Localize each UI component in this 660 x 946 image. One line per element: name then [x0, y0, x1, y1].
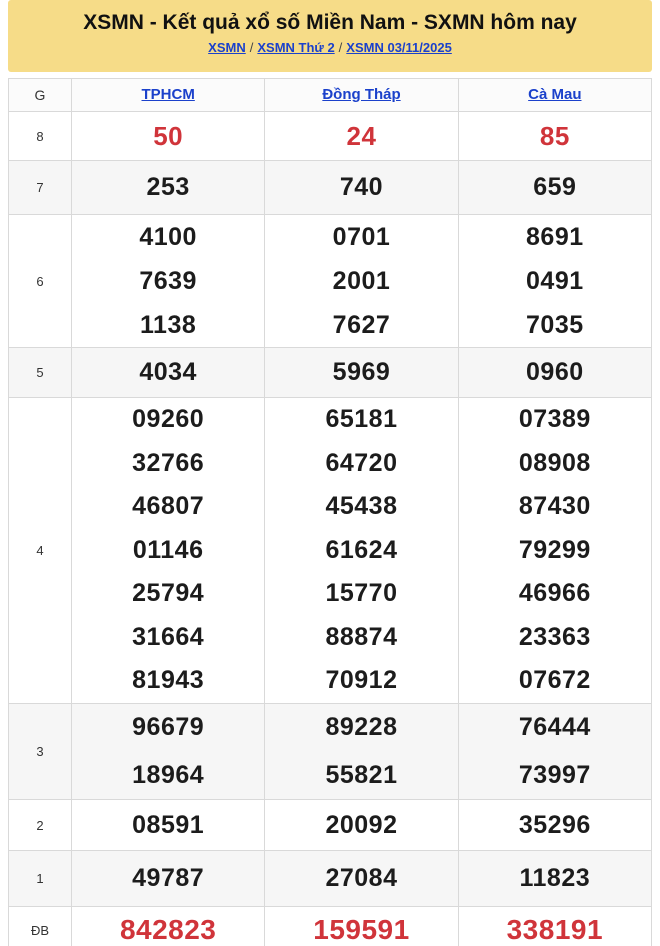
result-number: 70912 [325, 666, 398, 695]
result-number: 79299 [518, 535, 591, 564]
column-header-prize: G [9, 79, 72, 112]
result-cell [265, 112, 458, 161]
result-number: 07389 [518, 405, 591, 433]
result-cell [458, 907, 651, 946]
result-number: 24 [346, 121, 377, 151]
column-header [265, 79, 458, 112]
result-number: 65181 [325, 405, 398, 433]
breadcrumb [8, 40, 652, 55]
result-cell [265, 215, 458, 348]
result-cell [265, 800, 458, 851]
prize-label: 5 [9, 348, 72, 398]
result-number: 08591 [132, 811, 205, 840]
result-cell [458, 215, 651, 348]
result-number: 338191 [506, 914, 604, 946]
result-number: 08908 [518, 448, 591, 477]
result-number: 7639 [139, 267, 197, 295]
result-number: 61624 [325, 535, 398, 564]
result-cell [72, 348, 265, 398]
prize-label: ĐB [9, 907, 72, 946]
province-link[interactable]: TPHCM [141, 86, 195, 103]
result-number: 0491 [526, 267, 584, 295]
result-number: 25794 [132, 579, 205, 608]
result-number: 18964 [132, 760, 205, 789]
prize-row-6 [9, 215, 652, 348]
result-number: 46966 [518, 579, 591, 608]
result-number: 7035 [526, 311, 584, 339]
result-number: 0960 [526, 358, 584, 386]
prize-row-3 [9, 704, 652, 800]
result-cell [458, 398, 651, 704]
prize-label: 8 [9, 112, 72, 161]
result-number: 5969 [332, 358, 391, 386]
breadcrumb-link[interactable]: XSMN 03/11/2025 [346, 40, 452, 55]
prize-row-7 [9, 161, 652, 215]
result-cell [458, 161, 651, 215]
result-cell [72, 800, 265, 851]
column-header [458, 79, 651, 112]
result-cell [458, 348, 651, 398]
result-number: 20092 [325, 811, 398, 840]
result-number: 64720 [325, 448, 398, 477]
prize-row-1 [9, 851, 652, 907]
column-header [72, 79, 265, 112]
result-number: 842823 [119, 914, 217, 946]
result-number: 07672 [518, 666, 591, 695]
prize-label: 1 [9, 851, 72, 907]
result-number: 2001 [332, 267, 391, 295]
result-number: 7627 [332, 311, 391, 339]
result-number: 4100 [139, 223, 197, 251]
header-row [9, 79, 652, 112]
result-number: 76444 [518, 713, 591, 742]
result-number: 85 [539, 121, 570, 151]
result-number: 31664 [132, 622, 205, 651]
province-link[interactable]: Cà Mau [528, 86, 582, 103]
result-cell [72, 112, 265, 161]
page-title: XSMN - Kết quả xổ số Miền Nam - SXMN hôm nay [83, 11, 577, 34]
breadcrumb-separator: / [338, 40, 343, 55]
result-number: 50 [153, 121, 184, 151]
result-number: 49787 [132, 864, 205, 893]
result-number: 96679 [132, 713, 205, 742]
result-cell [265, 851, 458, 907]
result-number: 253 [146, 173, 190, 201]
result-number: 159591 [313, 914, 410, 946]
result-cell [458, 800, 651, 851]
prize-label: 3 [9, 704, 72, 800]
result-cell [265, 907, 458, 946]
result-cell [265, 161, 458, 215]
title-panel [8, 0, 652, 72]
result-cell [72, 907, 265, 946]
result-number: 09260 [132, 405, 205, 433]
result-cell [265, 348, 458, 398]
prize-label: 7 [9, 161, 72, 215]
result-cell [265, 704, 458, 800]
province-link[interactable]: Đồng Tháp [322, 86, 401, 103]
prize-row-4 [9, 398, 652, 704]
prize-row-ĐB [9, 907, 652, 946]
breadcrumb-link[interactable]: XSMN Thứ 2 [257, 40, 335, 55]
result-number: 01146 [132, 535, 204, 564]
result-number: 81943 [132, 666, 205, 695]
results-table [8, 78, 652, 946]
result-number: 1138 [140, 311, 197, 339]
prize-label: 2 [9, 800, 72, 851]
result-cell [72, 161, 265, 215]
result-number: 23363 [518, 622, 591, 651]
result-number: 0701 [332, 223, 391, 251]
breadcrumb-separator: / [249, 40, 254, 55]
result-number: 73997 [518, 760, 591, 789]
result-number: 4034 [139, 358, 197, 386]
result-cell [265, 398, 458, 704]
result-number: 11823 [519, 864, 591, 893]
result-number: 46807 [132, 492, 205, 521]
prize-row-5 [9, 348, 652, 398]
result-number: 32766 [132, 448, 205, 477]
prize-label: 4 [9, 398, 72, 704]
result-cell [72, 704, 265, 800]
prize-row-8 [9, 112, 652, 161]
result-number: 87430 [518, 492, 591, 521]
result-number: 89228 [325, 713, 398, 742]
result-cell [458, 112, 651, 161]
result-number: 740 [339, 173, 384, 201]
breadcrumb-link[interactable]: XSMN [208, 40, 246, 55]
result-number: 55821 [325, 760, 398, 789]
result-number: 45438 [325, 492, 398, 521]
result-cell [72, 851, 265, 907]
result-number: 88874 [325, 622, 398, 651]
prize-label: 6 [9, 215, 72, 348]
result-cell [458, 704, 651, 800]
results-table-header [9, 79, 652, 112]
result-cell [72, 215, 265, 348]
result-number: 15770 [325, 579, 398, 608]
prize-row-2 [9, 800, 652, 851]
result-number: 659 [533, 173, 577, 201]
result-number: 35296 [518, 811, 591, 840]
result-cell [458, 851, 651, 907]
result-number: 8691 [526, 223, 584, 251]
result-number: 27084 [325, 864, 398, 893]
lottery-results-page [8, 0, 652, 946]
result-cell [72, 398, 265, 704]
